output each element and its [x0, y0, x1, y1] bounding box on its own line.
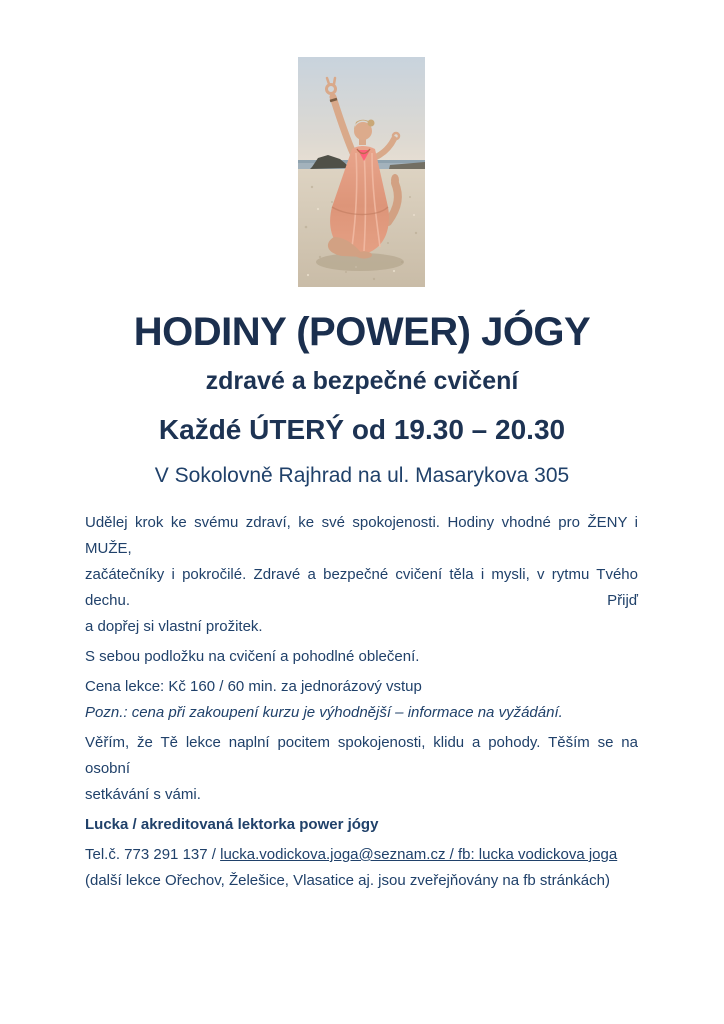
location-line: V Sokolovně Rajhrad na ul. Masarykova 305 [154, 464, 570, 487]
contact-line [85, 842, 638, 868]
beach-yoga-illustration [298, 57, 425, 287]
other-lessons-note: (další lekce Ořechov, Želešice, Vlasatice aj. jsou zveřejňovány na fb stránkách) [85, 872, 610, 889]
instructor-paragraph [85, 812, 638, 838]
phone-text: Tel.č. 773 291 137 / [85, 846, 221, 863]
intro-line-2: začátečníky i pokročilé. Zdravé a bezpečné cvičení těla i mysli, v rytmu Tvého dechu. Přijď [85, 566, 638, 609]
body-text-column [85, 510, 638, 898]
instructor-photo [298, 57, 425, 287]
contact-paragraph [85, 842, 638, 894]
intro-paragraph [85, 510, 638, 640]
bring-line: S sebou podložku na cvičení a pohodlné oblečení. [85, 648, 420, 665]
instructor-line: Lucka / akreditovaná lektorka power jógy [85, 816, 379, 833]
email-fb-link[interactable]: lucka.vodickova.joga@seznam.cz / fb: lucka vodickova joga [220, 846, 618, 863]
price-line: Cena lekce: Kč 160 / 60 min. za jednorázový vstup [85, 678, 422, 695]
intro-line-1: Udělej krok ke svému zdraví, ke své spokojenosti. Hodiny vhodné pro ŽENY i MUŽE, [85, 514, 638, 557]
price-note-line: Pozn.: cena při zakoupení kurzu je výhodnější – informace na vyžádání. [85, 704, 563, 721]
closing-paragraph [85, 730, 638, 808]
closing-line-2: setkávání s vámi. [85, 786, 201, 803]
schedule-line: Každé ÚTERÝ od 19.30 – 20.30 [158, 414, 566, 445]
closing-line-1: Věřím, že Tě lekce naplní pocitem spokojenosti, klidu a pohody. Těším se na osobní [85, 734, 638, 777]
bring-paragraph [85, 644, 638, 670]
intro-line-3: a dopřej si vlastní prožitek. [85, 618, 263, 635]
price-paragraph [85, 674, 638, 726]
flyer-title: HODINY (POWER) JÓGY [133, 310, 591, 354]
flyer-subtitle: zdravé a bezpečné cvičení [205, 367, 519, 395]
